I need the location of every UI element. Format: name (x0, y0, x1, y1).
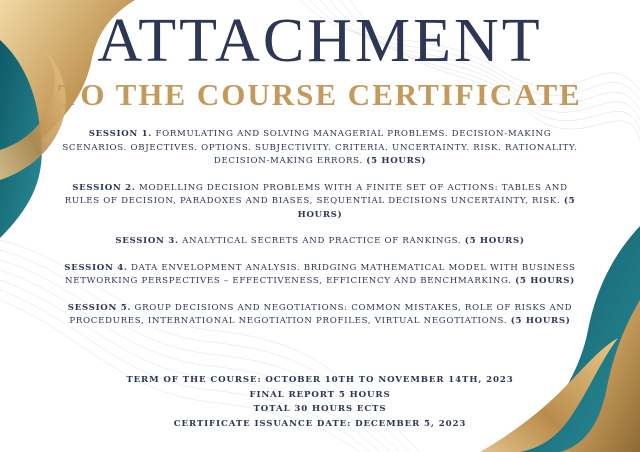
final-report-hours: FINAL REPORT 5 HOURS (249, 389, 391, 400)
session-hours: (5 HOURS) (297, 196, 576, 220)
course-term: TERM OF THE COURSE: OCTOBER 10TH TO NOVEMBER 14TH, 2023 (126, 375, 514, 385)
session-hours: (5 HOURS) (366, 156, 427, 166)
page-subtitle: TO THE COURSE CERTIFICATE (58, 77, 582, 112)
session-text: ANALYTICAL SECRETS AND PRACTICE OF RANKINGS. (182, 236, 462, 246)
session-item (58, 235, 582, 249)
session-text: FORMULATING AND SOLVING MANAGERIAL PROBLEMS. DECISION-MAKING SCENARIOS. OBJECTIVES. OPTIONS. SUBJECTIVITY. CRITERIA. UNCERTAINTY. RISK. RATIONALITY. DECISION-MAKING ERRORS. (62, 129, 578, 166)
session-label: SESSION 1. (88, 129, 153, 139)
session-item (58, 128, 582, 169)
session-list (58, 128, 582, 342)
total-hours: TOTAL 30 HOURS ECTS (253, 404, 387, 414)
session-hours: (5 HOURS) (464, 236, 525, 246)
session-hours: (5 HOURS) (515, 276, 575, 286)
session-item (58, 262, 582, 289)
session-hours: (5 HOURS) (510, 316, 571, 326)
session-text: GROUP DECISIONS AND NEGOTIATIONS: COMMON MISTAKES, ROLE OF RISKS AND PROCEDURES, INTERNATIONAL NEGOTIATION PROFILES, VIRTUAL NEGOTIATIONS. (69, 302, 573, 326)
page-title: ATTACHMENT (97, 7, 543, 75)
session-item (58, 182, 582, 223)
session-label: SESSION 4. (64, 262, 128, 273)
session-label: SESSION 5. (67, 302, 132, 313)
session-item (58, 302, 582, 329)
session-label: SESSION 2. (72, 182, 136, 193)
course-summary (80, 373, 560, 431)
session-label: SESSION 3. (115, 236, 179, 246)
issuance-date: CERTIFICATE ISSUANCE DATE: DECEMBER 5, 2023 (173, 418, 467, 429)
session-text: DATA ENVELOPMENT ANALYSIS. BRIDGING MATHEMATICAL MODEL WITH BUSINESS NETWORKING PERSPECTIVES – EFFECTIVENESS, EFFICIENCY AND BENCHMARKING. (65, 262, 576, 286)
session-text: MODELLING DECISION PROBLEMS WITH A FINITE SET OF ACTIONS: TABLES AND RULES OF DECISION, PARADOXES AND BIASES, SEQUENTIAL DECISIONS UNCERTAINTY, RISK. (64, 182, 568, 206)
